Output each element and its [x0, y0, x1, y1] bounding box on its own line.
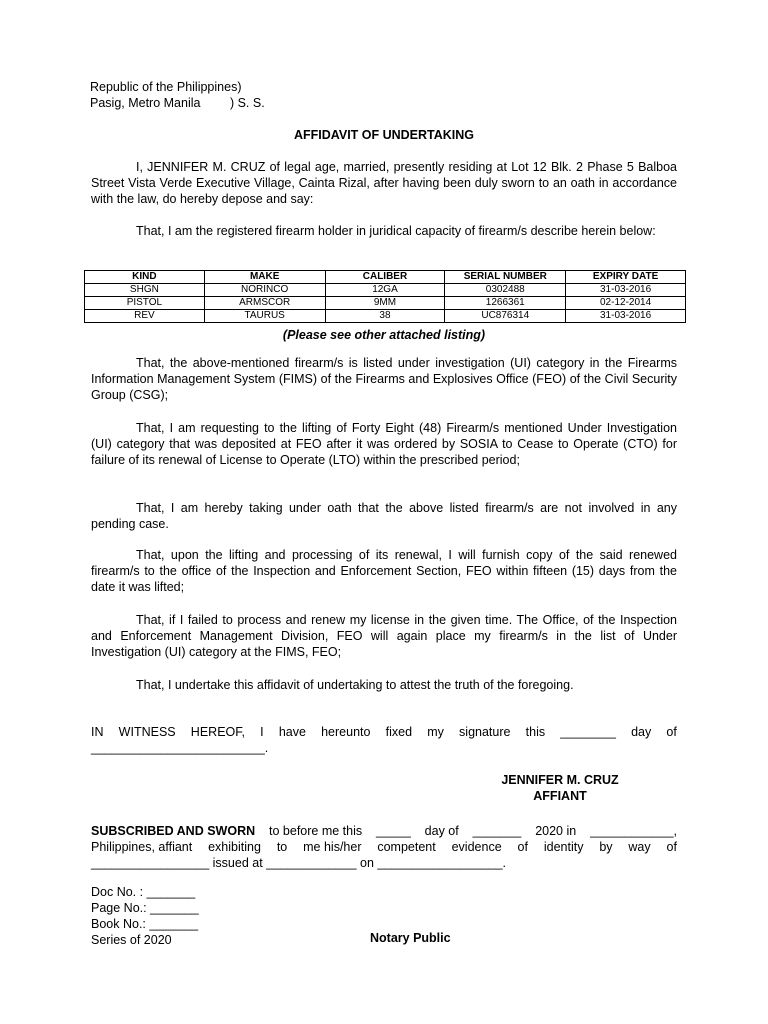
jurat-word: of	[517, 840, 528, 854]
table-cell: 12GA	[325, 284, 445, 297]
venue-ss: ) S. S.	[229, 96, 265, 110]
book-number: Book No.: _______	[91, 917, 199, 931]
day-blank: ________	[560, 725, 616, 739]
holder-paragraph: That, I am the registered firearm holder in juridical capacity of firearm/s describe herein below:	[136, 224, 656, 238]
jurat-word: 2020 in	[535, 824, 577, 838]
month-blank: _________________________.	[91, 741, 269, 755]
table-cell: NORINCO	[204, 284, 325, 297]
jurat-word: Philippines, affiant	[91, 840, 193, 854]
notary-public-label: Notary Public	[370, 931, 451, 945]
jurat-word: exhibiting	[208, 840, 261, 854]
jurat-word: competent	[377, 840, 436, 854]
page-number: Page No.: _______	[91, 901, 199, 915]
paragraph-failure-clause: That, if I failed to process and renew my license in the given time. The Office, of the Inspection and Enforcement Management Division, FEO will again place my firearm/s in the list of Under Investigation (UI) category at the FIMS, FEO;	[91, 613, 677, 659]
paragraph-lifting-request: That, I am requesting to the lifting of Forty Eight (48) Firearm/s mentioned Under Investigation (UI) category that was deposited at FEO after it was ordered by SOSIA to Cease to Operate (CTO) for failure of its renewal of License to Operate (LTO) within the prescribed period;	[91, 421, 677, 467]
witness-word: this	[525, 725, 546, 739]
jurat-word: me his/her	[303, 840, 362, 854]
jurat-day-blank: _____	[376, 824, 411, 838]
jurat-word: evidence	[451, 840, 502, 854]
witness-word: I	[260, 725, 264, 739]
table-cell: UC876314	[445, 310, 566, 323]
firearms-table	[84, 270, 686, 323]
venue-header	[90, 79, 490, 111]
col-make: MAKE	[204, 271, 325, 284]
table-cell: 02-12-2014	[566, 297, 686, 310]
paragraph-attestation: That, I undertake this affidavit of undertaking to attest the truth of the foregoing.	[136, 678, 574, 692]
jurat-line-2	[91, 839, 677, 855]
venue-line-2	[90, 95, 490, 111]
jurat-word: day of	[424, 824, 459, 838]
table-cell: SHGN	[85, 284, 205, 297]
witness-word: hereunto	[321, 725, 371, 739]
intro-paragraph: I, JENNIFER M. CRUZ of legal age, married, presently residing at Lot 12 Blk. 2 Phase 5 Balboa Street Vista Verde Executive Village, Cainta Rizal, after having been duly sworn to an oath in accordance with the law, do hereby depose and say:	[91, 160, 677, 206]
witness-word: IN	[91, 725, 104, 739]
jurat-month-blank: _______	[472, 824, 522, 838]
venue-place: Pasig, Metro Manila	[90, 96, 201, 110]
jurat-line-3: _________________ issued at _____________ on __________________.	[91, 856, 506, 870]
table-cell: TAURUS	[204, 310, 325, 323]
jurat-word: way	[628, 840, 651, 854]
witness-word: HEREOF,	[190, 725, 245, 739]
witness-line-1	[91, 724, 677, 740]
table-row	[85, 310, 686, 323]
jurat-place-blank: ____________,	[590, 824, 677, 838]
witness-word: of	[666, 725, 677, 739]
doc-number: Doc No. : _______	[91, 885, 196, 899]
table-header-row	[85, 271, 686, 284]
venue-line-1: Republic of the Philippines)	[90, 80, 242, 94]
paragraph-no-pending-case: That, I am hereby taking under oath that the above listed firearm/s are not involved in any pending case.	[91, 501, 677, 531]
paragraph-ui-listing: That, the above-mentioned firearm/s is listed under investigation (UI) category in the Firearms Information Management System (FIMS) of the Firearms and Explosives Office (FEO) of the Civil Security Group (CSG);	[91, 356, 677, 402]
col-kind: KIND	[85, 271, 205, 284]
table-cell: 38	[325, 310, 445, 323]
col-serial-number: SERIAL NUMBER	[445, 271, 566, 284]
table-cell: ARMSCOR	[204, 297, 325, 310]
paragraph-furnish-copy: That, upon the lifting and processing of its renewal, I will furnish copy of the said renewed firearm/s to the office of the Inspection and Enforcement Section, FEO within fifteen (15) days from the date it was lifted;	[91, 548, 677, 594]
witness-word: fixed	[385, 725, 413, 739]
subscribed-sworn-label: SUBSCRIBED AND SWORN	[91, 824, 256, 838]
table-row	[85, 284, 686, 297]
series-year: Series of 2020	[91, 933, 172, 947]
witness-word: WITNESS	[118, 725, 176, 739]
jurat-clause	[91, 823, 677, 871]
jurat-word: to before me this	[269, 824, 363, 838]
notarial-register-info	[91, 884, 291, 948]
table-cell: PISTOL	[85, 297, 205, 310]
witness-word: signature	[459, 725, 511, 739]
jurat-line-1	[91, 823, 677, 839]
jurat-word: of	[666, 840, 677, 854]
jurat-word: by	[599, 840, 613, 854]
affiant-block	[440, 772, 680, 804]
table-row	[85, 297, 686, 310]
jurat-word: identity	[543, 840, 584, 854]
jurat-word: to	[276, 840, 288, 854]
table-cell: 31-03-2016	[566, 284, 686, 297]
document-title: AFFIDAVIT OF UNDERTAKING	[293, 128, 475, 142]
witness-word: my	[427, 725, 444, 739]
witness-word: have	[278, 725, 306, 739]
col-expiry-date: EXPIRY DATE	[566, 271, 686, 284]
table-cell: REV	[85, 310, 205, 323]
table-cell: 0302488	[445, 284, 566, 297]
affiant-name: JENNIFER M. CRUZ	[501, 773, 619, 787]
table-cell: 1266361	[445, 297, 566, 310]
col-caliber: CALIBER	[325, 271, 445, 284]
affiant-role: AFFIANT	[533, 789, 587, 803]
table-note: (Please see other attached listing)	[282, 328, 486, 342]
table-cell: 31-03-2016	[566, 310, 686, 323]
witness-word: day	[631, 725, 652, 739]
witness-clause	[91, 724, 677, 756]
table-cell: 9MM	[325, 297, 445, 310]
